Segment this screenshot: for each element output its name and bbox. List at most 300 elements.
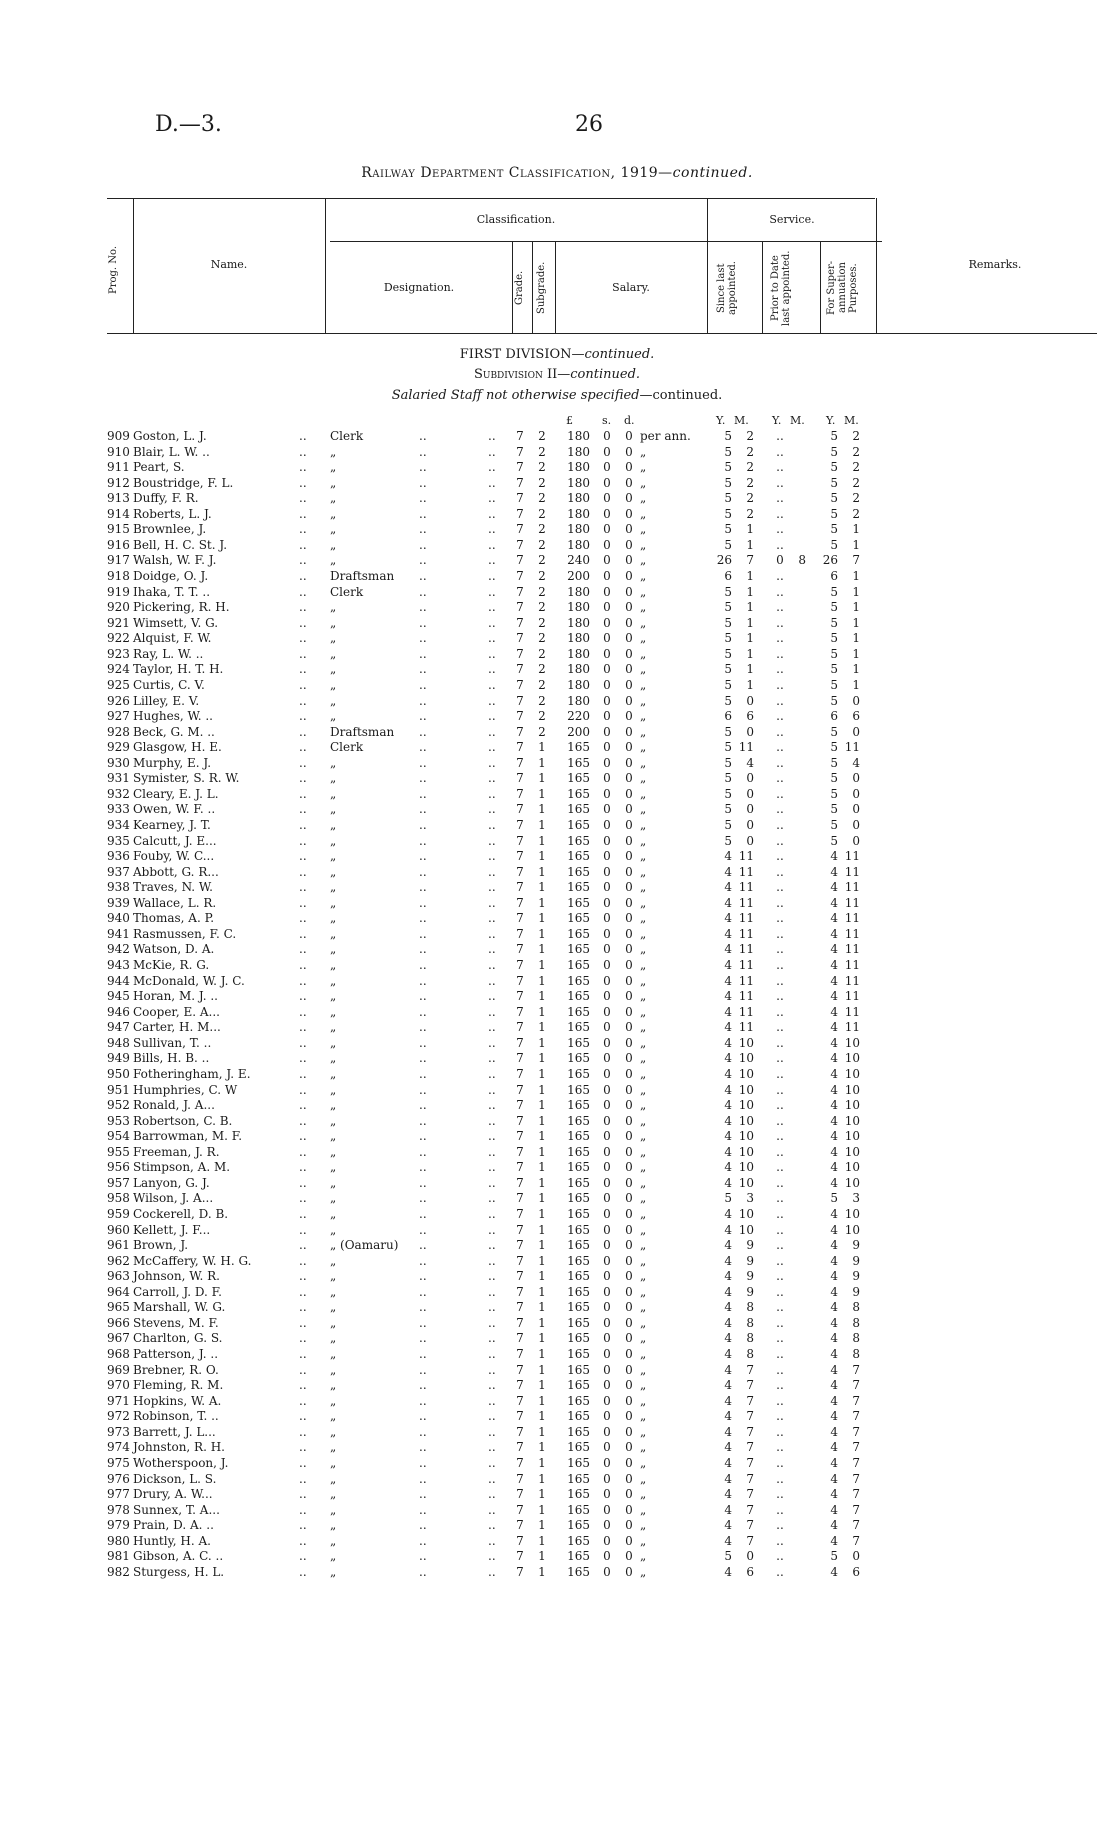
since-last-months: 11 [738,973,754,988]
staff-name: Fleming, R. M. [133,1378,224,1393]
leader-dots: .. [299,537,307,552]
salary-period: „ [640,755,647,770]
table-row [0,506,1114,522]
prior-years: .. [776,569,784,584]
since-last-years: 4 [724,1362,732,1377]
leader-dots: .. [419,1284,427,1299]
salary-period: „ [640,1082,647,1097]
staff-name: Traves, N. W. [133,880,213,895]
prog-no: 909 [107,429,130,443]
salary-pounds: 165 [567,1518,590,1533]
leader-dots: .. [419,1035,427,1050]
prog-no: 980 [107,1533,130,1548]
staff-name: Cleary, E. J. L. [133,786,219,801]
super-months: 7 [852,1440,860,1455]
super-years: 5 [830,584,838,599]
staff-name: Pickering, R. H. [133,600,230,615]
leader-dots: .. [488,475,496,490]
super-months: 2 [852,491,860,506]
leader-dots: .. [488,833,496,848]
since-last-months: 11 [738,989,754,1004]
since-last-months: 9 [746,1284,754,1299]
salary-period: „ [640,1129,647,1144]
grade: 7 [516,615,524,630]
subgrade: 1 [538,740,546,755]
designation: „ [330,1409,337,1424]
salary-period: „ [640,1144,647,1159]
grade: 7 [516,662,524,677]
since-last-months: 4 [746,755,754,770]
leader-dots: .. [299,1253,307,1268]
salary-shillings: 0 [603,600,611,615]
staff-label: Salaried Staff not otherwise specified— [391,388,653,403]
salary-pence: 0 [625,1269,633,1284]
grade: 7 [516,1035,524,1050]
salary-period: „ [640,1533,647,1548]
salary-pounds: 165 [567,1269,590,1284]
salary-pounds: 180 [567,475,590,490]
prior-years: .. [776,1315,784,1330]
leader-dots: .. [488,1175,496,1190]
prior-years: .. [776,615,784,630]
leader-dots: .. [419,460,427,475]
salary-pounds: 165 [567,1331,590,1346]
since-last-years: 4 [724,1284,732,1299]
salary-shillings: 0 [603,1082,611,1097]
super-years: 4 [830,1082,838,1097]
since-last-months: 10 [738,1222,754,1237]
staff-name: Horan, M. J. .. [133,989,218,1004]
salary-shillings: 0 [603,1004,611,1019]
salary-pence: 0 [625,506,633,521]
super-months: 7 [852,1502,860,1517]
salary-pence: 0 [625,724,633,739]
table-row [0,1377,1114,1393]
col-divider [876,198,877,333]
subgrade: 2 [538,677,546,692]
staff-name: Blair, L. W. .. [133,444,210,459]
staff-name: Wallace, L. R. [133,895,217,910]
prog-no: 915 [107,522,130,537]
leader-dots: .. [299,569,307,584]
prior-years: .. [776,677,784,692]
staff-name: McKie, R. G. [133,958,210,973]
leader-dots: .. [299,1051,307,1066]
subgrade: 1 [538,818,546,832]
leader-dots: .. [488,1269,496,1284]
salary-pence: 0 [625,911,633,926]
since-last-years: 4 [724,1471,732,1486]
staff-name: Patterson, J. .. [133,1347,219,1362]
grade: 7 [516,1222,524,1237]
leader-dots: .. [419,1549,427,1564]
super-years: 4 [830,864,838,879]
prior-years: .. [776,1533,784,1548]
leader-dots: .. [419,475,427,490]
super-months: 10 [844,1222,860,1237]
salary-pence: 0 [625,926,633,941]
super-years: 4 [830,1020,838,1035]
prog-no: 956 [107,1160,130,1175]
staff-name: Wimsett, V. G. [133,615,219,630]
leader-dots: .. [488,1315,496,1330]
designation: Clerk [330,740,364,755]
leader-dots: .. [419,1518,427,1533]
since-last-years: 4 [724,1035,732,1050]
super-years: 5 [830,444,838,459]
since-last-months: 11 [738,942,754,957]
salary-period: „ [640,1284,647,1299]
leader-dots: .. [419,1004,427,1019]
designation: „ [330,444,337,459]
leader-dots: .. [488,584,496,599]
subgrade: 2 [538,709,546,724]
salary-pounds: 165 [567,1222,590,1237]
super-years: 4 [830,1424,838,1439]
super-months: 0 [852,786,860,801]
salary-period: „ [640,600,647,615]
since-last-months: 9 [746,1253,754,1268]
salary-pence: 0 [625,631,633,646]
salary-shillings: 0 [603,444,611,459]
table-row [0,459,1114,475]
salary-pounds: 240 [567,553,590,568]
super-months: 7 [852,1424,860,1439]
leader-dots: .. [299,895,307,910]
leader-dots: .. [299,973,307,988]
super-years: 5 [830,662,838,677]
salary-pence: 0 [625,818,633,832]
since-last-months: 11 [738,1020,754,1035]
salary-pence: 0 [625,1175,633,1190]
prior-years: .. [776,1160,784,1175]
designation: „ [330,1082,337,1097]
super-months: 7 [852,1455,860,1470]
super-months: 2 [852,429,860,443]
salary-pence: 0 [625,1020,633,1035]
salary-pounds: 165 [567,1533,590,1548]
table-row [0,879,1114,895]
super-years: 4 [830,1564,838,1579]
since-last-months: 6 [746,1564,754,1579]
subgrade: 1 [538,958,546,973]
prior-years: .. [776,1502,784,1517]
since-last-months: 7 [746,553,754,568]
table-row [0,1082,1114,1098]
since-last-months: 10 [738,1129,754,1144]
subgrade: 2 [538,662,546,677]
page-number: 26 [575,112,603,137]
prior-years: .. [776,1020,784,1035]
salary-pence: 0 [625,1331,633,1346]
prior-years: .. [776,1471,784,1486]
super-years: 4 [830,973,838,988]
salary-pence: 0 [625,1378,633,1393]
since-last-years: 4 [724,1098,732,1113]
grade: 7 [516,911,524,926]
leader-dots: .. [488,1191,496,1206]
designation: „ [330,864,337,879]
prior-years: .. [776,1284,784,1299]
salary-shillings: 0 [603,1393,611,1408]
salary-shillings: 0 [603,833,611,848]
prog-no: 910 [107,444,130,459]
salary-pence: 0 [625,537,633,552]
leader-dots: .. [419,444,427,459]
leader-dots: .. [419,615,427,630]
since-last-months: 0 [746,786,754,801]
leader-dots: .. [488,522,496,537]
staff-name: Gibson, A. C. .. [133,1549,224,1564]
salary-period: „ [640,1471,647,1486]
subgrade: 2 [538,631,546,646]
super-years: 4 [830,942,838,957]
table-row [0,521,1114,537]
designation: Draftsman [330,724,395,739]
grade: 7 [516,522,524,537]
prog-no: 943 [107,958,130,973]
salary-pounds: 165 [567,771,590,786]
salary-pounds: 165 [567,1393,590,1408]
prior-years: .. [776,802,784,817]
super-years: 4 [830,1129,838,1144]
salary-pence: 0 [625,600,633,615]
leader-dots: .. [419,1191,427,1206]
super-years: 4 [830,1175,838,1190]
designation: „ [330,771,337,786]
prog-no: 941 [107,926,130,941]
since-last-years: 6 [724,709,732,724]
salary-pounds: 165 [567,1160,590,1175]
salary-period: „ [640,1424,647,1439]
salary-shillings: 0 [603,1455,611,1470]
salary-shillings: 0 [603,1035,611,1050]
prog-no: 924 [107,662,130,677]
leader-dots: .. [419,958,427,973]
unit-months: M. [734,414,749,427]
salary-shillings: 0 [603,958,611,973]
salary-shillings: 0 [603,1160,611,1175]
table-row [0,755,1114,771]
salary-period: „ [640,615,647,630]
super-months: 2 [852,460,860,475]
super-years: 4 [830,1269,838,1284]
salary-pence: 0 [625,833,633,848]
prog-no: 936 [107,849,130,864]
prior-years: .. [776,460,784,475]
salary-period: „ [640,1362,647,1377]
leader-dots: .. [299,506,307,521]
super-months: 10 [844,1175,860,1190]
since-last-years: 4 [724,958,732,973]
super-months: 8 [852,1315,860,1330]
leader-dots: .. [488,989,496,1004]
super-years: 4 [830,880,838,895]
leader-dots: .. [419,802,427,817]
subgrade: 1 [538,1315,546,1330]
leader-dots: .. [419,646,427,661]
super-months: 9 [852,1269,860,1284]
table-row [0,677,1114,693]
salary-period: „ [640,989,647,1004]
salary-period: „ [640,631,647,646]
since-last-years: 5 [724,646,732,661]
table-row [0,895,1114,911]
salary-pence: 0 [625,802,633,817]
salary-shillings: 0 [603,1347,611,1362]
staff-name: Boustridge, F. L. [133,475,234,490]
super-months: 10 [844,1129,860,1144]
subdivision-label: Subdivision II— [473,367,571,382]
salary-pounds: 180 [567,662,590,677]
salary-pence: 0 [625,1300,633,1315]
salary-pounds: 165 [567,1455,590,1470]
prog-no: 925 [107,677,130,692]
subgrade: 1 [538,1347,546,1362]
super-months: 3 [852,1191,860,1206]
prog-no: 927 [107,709,130,724]
since-last-months: 10 [738,1098,754,1113]
since-last-months: 0 [746,1549,754,1564]
since-last-months: 7 [746,1424,754,1439]
since-last-months: 10 [738,1113,754,1128]
subgrade: 1 [538,1362,546,1377]
leader-dots: .. [299,1222,307,1237]
super-years: 4 [830,1502,838,1517]
leader-dots: .. [299,1035,307,1050]
salary-pounds: 180 [567,506,590,521]
prog-no: 952 [107,1098,130,1113]
leader-dots: .. [419,600,427,615]
salary-pounds: 165 [567,911,590,926]
grade: 7 [516,849,524,864]
salary-shillings: 0 [603,942,611,957]
staff-continued: continued. [652,388,723,403]
since-last-months: 1 [746,600,754,615]
staff-name: Roberts, L. J. [133,506,212,521]
prior-years: .. [776,1409,784,1424]
leader-dots: .. [299,646,307,661]
super-months: 11 [844,911,860,926]
leader-dots: .. [299,1455,307,1470]
grade: 7 [516,1020,524,1035]
table-row [0,693,1114,709]
since-last-years: 4 [724,1393,732,1408]
super-months: 11 [844,740,860,755]
salary-pounds: 220 [567,709,590,724]
prior-years: .. [776,1518,784,1533]
salary-pence: 0 [625,1455,633,1470]
designation: „ [330,895,337,910]
grade: 7 [516,786,524,801]
salary-shillings: 0 [603,1191,611,1206]
since-last-years: 4 [724,849,732,864]
salary-shillings: 0 [603,771,611,786]
super-years: 4 [830,1518,838,1533]
leader-dots: .. [419,989,427,1004]
super-years: 4 [830,1533,838,1548]
leader-dots: .. [488,1238,496,1253]
leader-dots: .. [299,1300,307,1315]
unit-months: M. [844,414,859,427]
leader-dots: .. [419,1409,427,1424]
leader-dots: .. [419,709,427,724]
prior-years: .. [776,584,784,599]
since-last-months: 11 [738,1004,754,1019]
subgrade: 1 [538,1191,546,1206]
designation: „ (Oamaru) [330,1238,399,1253]
designation: „ [330,958,337,973]
since-last-months: 10 [738,1082,754,1097]
since-last-years: 4 [724,1144,732,1159]
super-months: 7 [852,1409,860,1424]
prog-no: 953 [107,1113,130,1128]
leader-dots: .. [419,786,427,801]
salary-shillings: 0 [603,584,611,599]
prog-no: 928 [107,724,130,739]
leader-dots: .. [419,1471,427,1486]
super-years: 4 [830,989,838,1004]
leader-dots: .. [488,1487,496,1502]
since-last-months: 9 [746,1238,754,1253]
subgrade: 1 [538,1222,546,1237]
subgrade: 2 [538,429,546,443]
since-last-years: 4 [724,1253,732,1268]
super-months: 11 [844,973,860,988]
table-row [0,926,1114,942]
col-header-grade: Grade. [514,270,525,306]
salary-period: „ [640,724,647,739]
subgrade: 1 [538,1331,546,1346]
table-row [0,1424,1114,1440]
subgrade: 1 [538,1549,546,1564]
staff-name: Glasgow, H. E. [133,740,222,755]
salary-shillings: 0 [603,989,611,1004]
leader-dots: .. [419,1315,427,1330]
leader-dots: .. [488,1129,496,1144]
table-row [0,1315,1114,1331]
salary-pence: 0 [625,460,633,475]
subgrade: 1 [538,833,546,848]
super-years: 5 [830,740,838,755]
table-row [0,1330,1114,1346]
leader-dots: .. [299,1238,307,1253]
salary-period: „ [640,802,647,817]
salary-period: „ [640,709,647,724]
grade: 7 [516,1113,524,1128]
grade: 7 [516,1533,524,1548]
grade: 7 [516,1238,524,1253]
salary-shillings: 0 [603,646,611,661]
since-last-months: 1 [746,522,754,537]
salary-shillings: 0 [603,429,611,443]
since-last-years: 4 [724,1564,732,1579]
salary-period: „ [640,895,647,910]
since-last-months: 10 [738,1207,754,1221]
super-years: 4 [830,1284,838,1299]
staff-name: Hughes, W. .. [133,709,213,724]
subgrade: 1 [538,1393,546,1408]
salary-pounds: 165 [567,802,590,817]
salary-pounds: 165 [567,1564,590,1579]
salary-pounds: 165 [567,958,590,973]
col-header-service: Service. [769,213,815,226]
since-last-years: 5 [724,522,732,537]
leader-dots: .. [299,522,307,537]
table-row [0,1144,1114,1160]
leader-dots: .. [299,1424,307,1439]
salary-pounds: 165 [567,1471,590,1486]
